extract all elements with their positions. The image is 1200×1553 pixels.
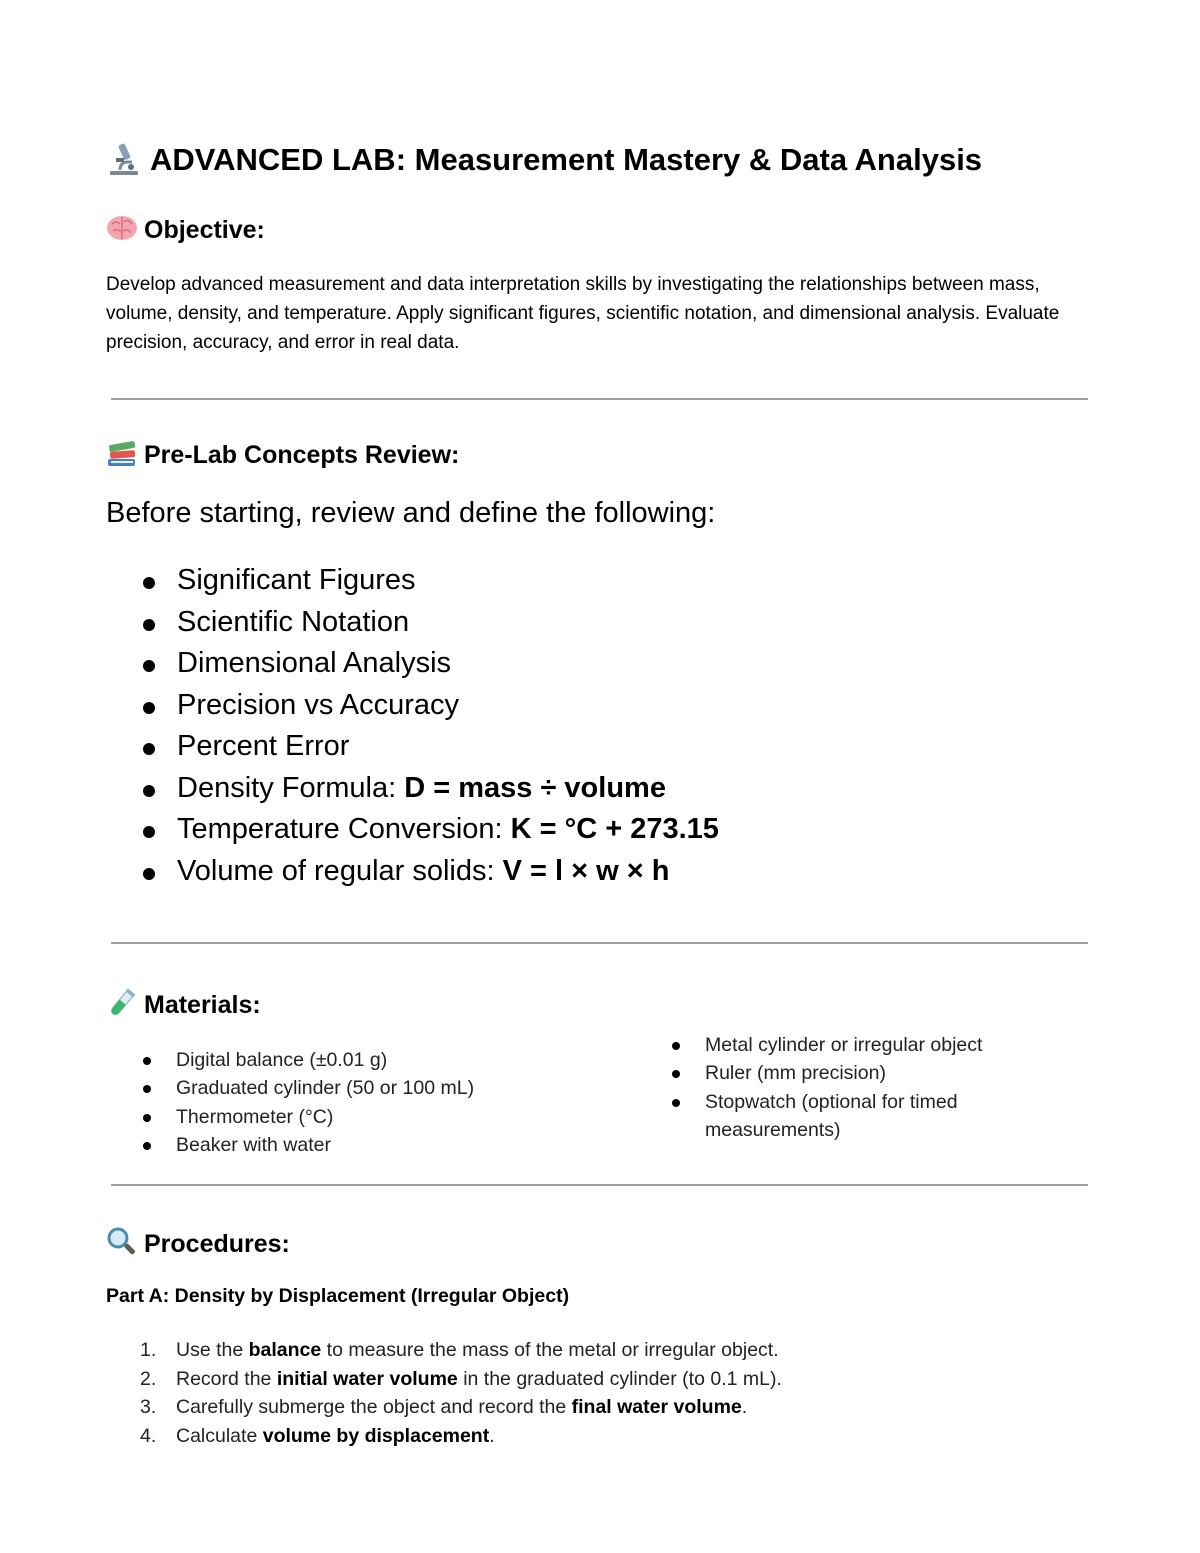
list-item: Percent Error	[140, 726, 719, 768]
list-item: Precision vs Accuracy	[140, 685, 719, 727]
list-item: Volume of regular solids: V = l × w × h	[140, 851, 719, 893]
procedures-heading	[106, 1226, 290, 1265]
list-item: Significant Figures	[140, 560, 719, 602]
prelab-heading	[106, 438, 459, 475]
list-item: Dimensional Analysis	[140, 643, 719, 685]
list-item: Density Formula: D = mass ÷ volume	[140, 768, 719, 810]
divider	[111, 942, 1088, 944]
materials-heading	[106, 987, 261, 1026]
books-icon	[106, 438, 138, 475]
title-text: ADVANCED LAB: Measurement Mastery & Data Analysis	[150, 142, 983, 178]
procedures-heading-text: Procedures:	[144, 1230, 290, 1259]
objective-heading-text: Objective:	[144, 216, 265, 245]
magnifier-icon	[106, 1226, 138, 1265]
list-item: Beaker with water	[140, 1131, 610, 1159]
objective-heading	[106, 214, 265, 249]
formula: V = l × w × h	[502, 854, 670, 887]
list-item: Stopwatch (optional for timed measurements)	[669, 1088, 1029, 1145]
list-item: 2. Record the initial water volume in the graduated cylinder (to 0.1 mL).	[140, 1367, 782, 1390]
list-item: Temperature Conversion: K = °C + 273.15	[140, 809, 719, 851]
list-item: 4. Calculate volume by displacement.	[140, 1425, 495, 1448]
prelab-lead: Before starting, review and define the following:	[106, 497, 716, 529]
test-tube-icon	[106, 987, 138, 1026]
procedure-steps	[140, 1336, 782, 1451]
list-item: 1. Use the balance to measure the mass of the metal or irregular object.	[140, 1339, 779, 1361]
list-item: Graduated cylinder (50 or 100 mL)	[140, 1074, 610, 1102]
prelab-heading-text: Pre-Lab Concepts Review:	[144, 441, 460, 470]
microscope-icon	[106, 140, 142, 184]
materials-list-left	[140, 1046, 610, 1159]
divider	[111, 1184, 1088, 1186]
objective-paragraph: Develop advanced measurement and data interpretation skills by investigating the relationships between mass, volume, density, and temperature. Apply significant figures, scientific notation, and dimensional analysis. Evaluate precision, accuracy, and error in real data.	[106, 274, 1060, 353]
list-item: Ruler (mm precision)	[669, 1059, 1029, 1087]
divider	[111, 398, 1088, 400]
materials-heading-text: Materials:	[144, 991, 261, 1020]
list-item: 3. Carefully submerge the object and record the final water volume.	[140, 1396, 748, 1419]
page-title	[106, 140, 982, 184]
list-item: Metal cylinder or irregular object	[669, 1031, 1029, 1059]
list-item: Scientific Notation	[140, 602, 719, 644]
formula: D = mass ÷ volume	[404, 771, 666, 804]
list-item: Thermometer (°C)	[140, 1103, 610, 1131]
part-a-heading: Part A: Density by Displacement (Irregular Object)	[106, 1285, 570, 1307]
brain-icon	[106, 214, 138, 249]
formula: K = °C + 273.15	[510, 813, 719, 845]
concepts-list	[140, 560, 719, 892]
list-item: Digital balance (±0.01 g)	[140, 1046, 610, 1074]
materials-list-right	[669, 1031, 1029, 1144]
